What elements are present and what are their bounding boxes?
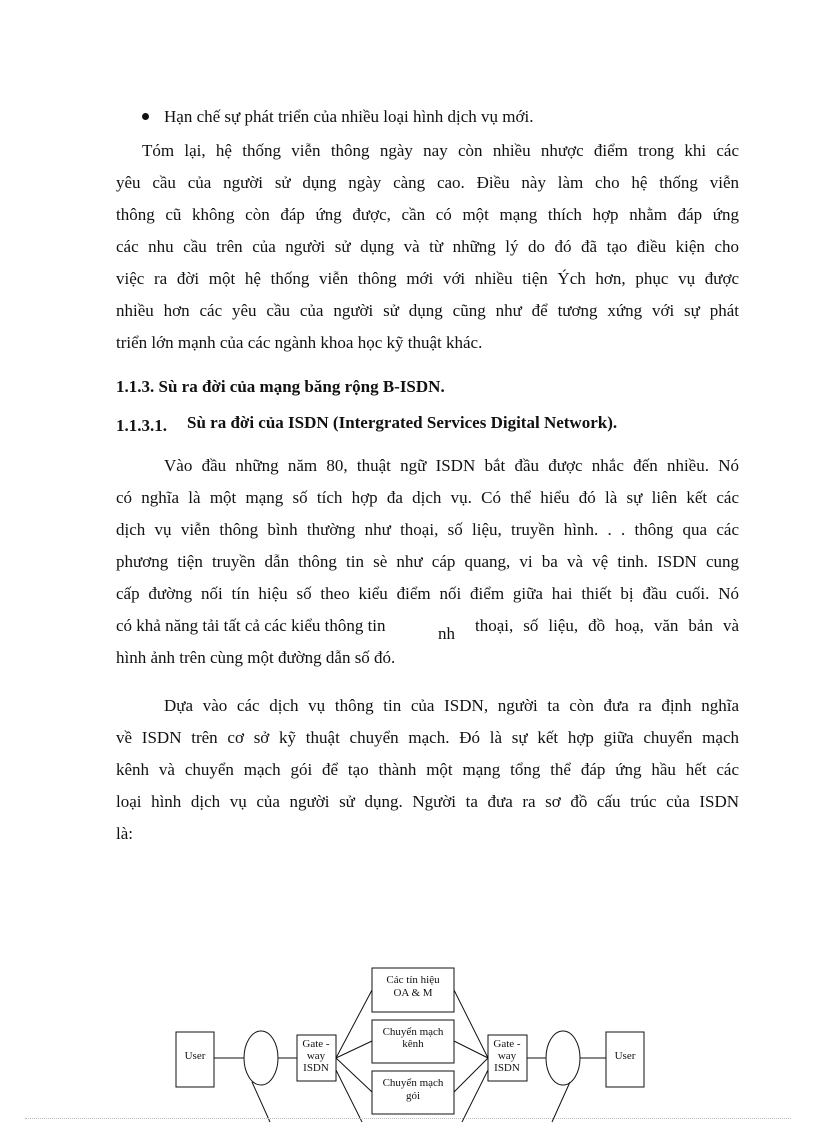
para2-line-4: phương tiện truyền dẫn thông tin sè như cáp quang, vi ba và vệ tinh. ISDN cung [116, 552, 739, 571]
gateway-left-line-1: Gate - [302, 1038, 330, 1050]
para2-line-1: Vào đầu những năm 80, thuật ngữ ISDN bắt đầu được nhắc đến nhiều. Nó [164, 456, 739, 475]
para3-line-4: loại hình dịch vụ của người sử dụng. Người ta đưa ra sơ đồ cấu trúc của ISDN [116, 792, 739, 811]
para1-line-2: yêu cầu của người sử dụng ngày càng cao. Điều này làm cho hệ thống viễn [116, 173, 739, 192]
para3-line-2: về ISDN trên cơ sở kỹ thuật chuyển mạch. Đó là sự kết hợp giữa chuyển mạch [116, 728, 739, 747]
para2-subscript-word: nh [438, 624, 455, 643]
packet-line-1: Chuyển mạch [382, 1077, 444, 1089]
para1-line-6: nhiều hơn các yêu cầu của người sử dụng cũng như để tương xứng với sự phát [116, 301, 739, 320]
para2-line-2: có nghĩa là một mạng số tích hợp đa dịch vụ. Có thể hiểu đó là sự liên kết các [116, 488, 739, 507]
gateway-right-line-2: way [497, 1050, 517, 1062]
gateway-left-line-2: way [306, 1050, 326, 1062]
para2-line-6a: có khả năng tải tất cả các kiểu thông tin [116, 616, 386, 635]
para2-line-7: hình ảnh trên cùng một đường dẫn số đó. [116, 648, 396, 667]
para3-line-5: là: [116, 824, 133, 843]
circuit-line-1: Chuyển mạch [382, 1026, 444, 1038]
gateway-right-line-3: ISDN [494, 1062, 520, 1074]
gateway-left-line-3: ISDN [303, 1062, 329, 1074]
section-heading: 1.1.3. Sù ra đời của mạng băng rộng B-ISDN. [116, 377, 445, 396]
gateway-right-line-1: Gate - [493, 1038, 521, 1050]
oam-line-1: Các tín hiệu [386, 974, 440, 986]
user-label-left: User [184, 1050, 206, 1062]
terminal-ellipse-right [546, 1031, 580, 1085]
para2-line-5: cấp đường nối tín hiệu số theo kiểu điểm nối điểm giữa hai thiết bị đầu cuối. Nó [116, 584, 739, 603]
para1-line-4: các nhu cầu trên của người sử dụng và từ những lý do đó đã tạo điều kiện cho [116, 237, 739, 256]
user-label-right: User [614, 1050, 636, 1062]
circuit-line-2: kênh [402, 1038, 424, 1050]
para2-line-3: dịch vụ viễn thông bình thường như thoại, số liệu, truyền hình. . . thông qua các [116, 520, 739, 539]
para3-line-1: Dựa vào các dịch vụ thông tin của ISDN, người ta còn đưa ra định nghĩa [164, 696, 739, 715]
para3-line-3: kênh và chuyển mạch gói để tạo thành một mạng tổng thể đáp ứng hầu hết các [116, 760, 739, 779]
oam-line-2: OA & M [393, 987, 433, 999]
terminal-ellipse-left [244, 1031, 278, 1085]
bullet-text: Hạn chế sự phát triển của nhiều loại hình dịch vụ mới. [164, 107, 534, 126]
packet-line-2: gói [405, 1090, 421, 1102]
subsection-number: 1.1.3.1. [116, 416, 167, 435]
subsection-title: Sù ra đời của ISDN (Intergrated Services Digital Network). [187, 413, 618, 432]
para1-line-5: việc ra đời một hệ thống viễn thông mới với nhiều tiện Ých hơn, phục vụ được [116, 269, 739, 288]
para1-line-7: triển lớn mạnh của các ngành khoa học kỹ thuật khác. [116, 333, 483, 352]
para2-line-6b: thoại, số liệu, đồ hoạ, văn bản và [475, 616, 739, 635]
page-bottom-rule [25, 1118, 791, 1119]
para1-line-1: Tóm lại, hệ thống viễn thông ngày nay còn nhiều nhược điểm trong khi các [142, 141, 739, 160]
para1-line-3: thông cũ không còn đáp ứng được, cần có một mạng thích hợp nhằm đáp ứng [116, 205, 739, 224]
